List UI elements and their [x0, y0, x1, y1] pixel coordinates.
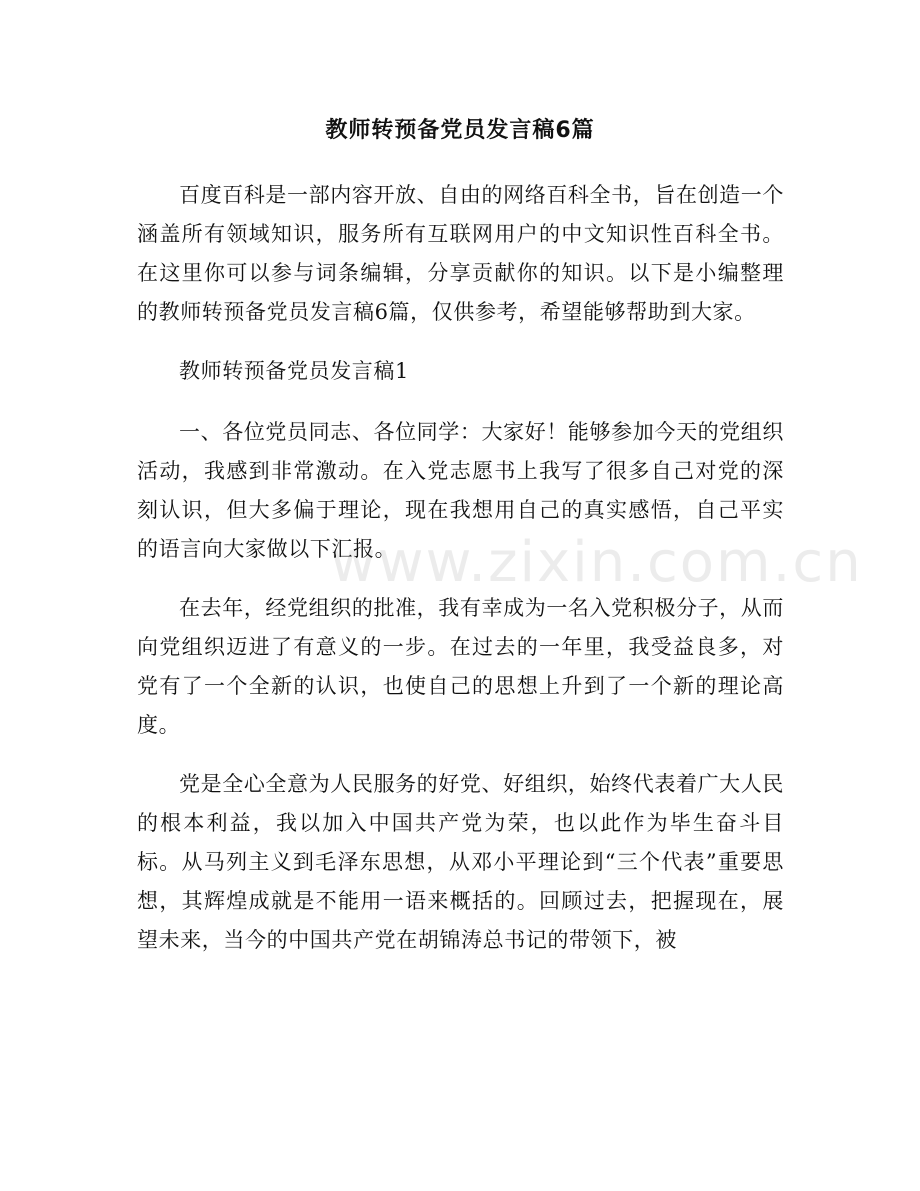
section-heading: 教师转预备党员发言稿1	[179, 359, 409, 383]
document-title: 教师转预备党员发言稿6篇	[325, 118, 595, 143]
body-paragraph: 一、各位党员同志、各位同学：大家好！能够参加今天的党组织活动，我感到非常激动。在入党志愿书上我写了很多自己对党的深刻认识，但大多偏于理论，现在我想用自己的真实感悟，自己平实的语言向大家做以下汇报。	[137, 420, 784, 561]
body-paragraph: 在去年，经党组织的批准，我有幸成为一名入党积极分子，从而向党组织迈进了有意义的一步。在过去的一年里，我受益良多，对党有了一个全新的认识，也使自己的思想上升到了一个新的理论高度。	[137, 596, 784, 737]
body-paragraph: 党是全心全意为人民服务的好党、好组织，始终代表着广大人民的根本利益，我以加入中国共产党为荣，也以此作为毕生奋斗目标。从马列主义到毛泽东思想，从邓小平理论到“三个代表”重要思想，其辉煌成就是不能用一语来概括的。回顾过去，把握现在，展望未来，当今的中国共产党在胡锦涛总书记的带领下，被	[137, 772, 784, 952]
watermark-text: www.zixin.com.cn	[330, 530, 863, 595]
intro-paragraph: 百度百科是一部内容开放、自由的网络百科全书，旨在创造一个涵盖所有领域知识，服务所有互联网用户的中文知识性百科全书。在这里你可以参与词条编辑，分享贡献你的知识。以下是小编整理的教师转预备党员发言稿6篇，仅供参考，希望能够帮助到大家。	[137, 183, 784, 324]
document-body	[137, 176, 784, 980]
